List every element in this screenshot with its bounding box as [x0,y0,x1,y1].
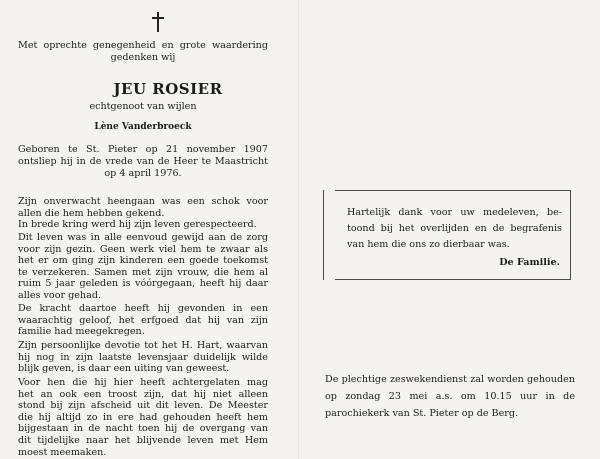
intro-line-1: Met oprechte genegenheid en grote waardering [18,40,268,51]
biography-line: te verzekeren. Samen met zijn vrouw, die hem al [18,266,268,278]
thanks-box [335,190,571,280]
deceased-name: JEU ROSIER [113,80,223,98]
cross-icon [150,12,166,34]
birth-line-1: Geboren te St. Pieter op 21 november 1907 [18,144,268,155]
biography-line: allen die hem hebben gekend. [18,207,165,219]
spouse-name: Lène Vanderbroeck [94,122,192,132]
biography-line: familie had meegekregen. [18,326,145,338]
biography-line: het an ook een troost zijn, dat hij niet alleen [18,388,268,400]
biography-line: Dit leven was in alle eenvoud gewijd aan de zorg [18,232,268,243]
thanks-line-2: toond bij het overlijden en de begrafenis [347,223,562,234]
biography-line: hij nog in zijn laatste levensjaar duidelijk wilde [18,351,268,363]
biography-line: het er om ging zijn kinderen een goede toekomst [18,255,268,267]
thanks-line-3: van hem die ons zo dierbaar was. [347,239,510,250]
biography-line: Voor hen die hij hier heeft achtergelaten mag [18,377,268,388]
biography-line: die hij altijd zo in ere had gehouden heeft hem [18,411,268,423]
biography-line: moest meemaken. [18,446,107,458]
biography-line: stond bij zijn afscheid uit dit leven. De Meester [18,400,268,412]
card-fold [298,0,300,459]
biography-line: Zijn onverwacht heengaan was een schok voor [18,196,268,207]
biography-line: In brede kring werd hij zijn leven gerespecteerd. [18,219,257,230]
biography-line: ruim 5 jaar geleden is vóórgegaan, heeft hij daar [18,278,268,290]
mass-line-1: De plechtige zeswekendienst zal worden gehouden [325,374,575,385]
biography-line: bijgestaan in de nacht toen hij de overgang van [18,423,268,435]
biography-line: alles voor gehad. [18,290,102,301]
thanks-line-1: Hartelijk dank voor uw medeleven, be- [347,207,562,218]
biography-line: voor zijn gezin. Geen werk viel hem te zwaar als [18,243,268,255]
birth-line-3: op 4 april 1976. [104,168,182,179]
birth-line-2: ontsliep hij in de vrede van de Heer te Maastricht [18,156,268,167]
biography-line: dit tijdelijke naar het blijvende leven met Hem [18,435,268,446]
thanks-signature: De Familie. [499,257,560,268]
spouse-intro: echtgenoot van wijlen [89,101,197,112]
biography-line: waarachtig geloof, het erfgoed dat hij van zijn [18,314,268,326]
mass-line-2: op zondag 23 mei a.s. om 10.15 uur in de [325,391,575,402]
biography-line: blijk geven, is daar een uiting van geweest. [18,363,230,375]
biography-line: De kracht daartoe heeft hij gevonden in een [18,303,268,314]
intro-line-2: gedenken wij [110,52,176,63]
biography-line: Zijn persoonlijke devotie tot het H. Hart, waarvan [18,340,268,351]
mass-line-3: parochiekerk van St. Pieter op de Berg. [325,408,519,419]
